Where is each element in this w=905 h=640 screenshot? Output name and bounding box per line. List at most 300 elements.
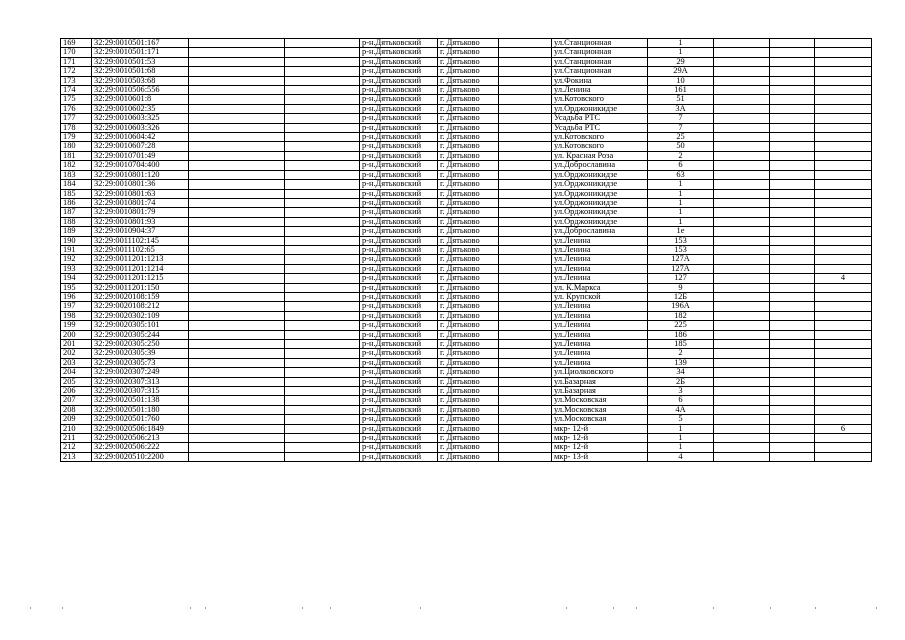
cell-extra (815, 311, 872, 320)
cell-empty (770, 349, 815, 358)
cell-empty (285, 292, 360, 301)
cell-empty (189, 217, 285, 226)
cell-district: р-н.Дятьковский (360, 198, 438, 207)
cell-district: р-н.Дятьковский (360, 133, 438, 142)
cell-empty (714, 245, 770, 254)
cell-extra (815, 76, 872, 85)
cell-empty (714, 443, 770, 452)
cell-street: ул.Ленина (552, 330, 648, 339)
cell-extra: 4 (815, 274, 872, 283)
cell-street: ул.Циолковского (552, 368, 648, 377)
cell-number: 182 (61, 161, 92, 170)
cell-empty (770, 302, 815, 311)
cell-empty (285, 434, 360, 443)
cell-extra (815, 95, 872, 104)
cell-number: 187 (61, 208, 92, 217)
cell-cadastral-number: 32:29:0011102:145 (92, 236, 189, 245)
cell-street: ул.Станционная (552, 39, 648, 48)
cell-number: 209 (61, 415, 92, 424)
cell-number: 198 (61, 311, 92, 320)
cell-city: г. Дятьково (438, 424, 499, 433)
cell-extra (815, 349, 872, 358)
cell-empty (499, 264, 552, 273)
cell-street: ул.Орджоникидзе (552, 208, 648, 217)
cell-empty (285, 104, 360, 113)
cell-number: 171 (61, 57, 92, 66)
cell-empty (770, 57, 815, 66)
cell-empty (770, 86, 815, 95)
cell-empty (714, 227, 770, 236)
cell-empty (714, 255, 770, 264)
cell-empty (189, 340, 285, 349)
cell-city: г. Дятьково (438, 283, 499, 292)
cell-district: р-н.Дятьковский (360, 358, 438, 367)
table-row (61, 142, 872, 151)
cell-street: ул.Базарная (552, 387, 648, 396)
cell-house: 4А (648, 405, 714, 414)
cell-empty (189, 133, 285, 142)
cell-empty (499, 189, 552, 198)
cell-empty (189, 349, 285, 358)
cell-extra (815, 123, 872, 132)
cell-street: ул.Орджоникидзе (552, 198, 648, 207)
cell-empty (285, 387, 360, 396)
cell-empty (770, 274, 815, 283)
cell-number: 177 (61, 114, 92, 123)
cell-district: р-н.Дятьковский (360, 377, 438, 386)
cell-empty (499, 405, 552, 414)
cell-cadastral-number: 32:29:0010603:326 (92, 123, 189, 132)
cell-number: 191 (61, 245, 92, 254)
cell-empty (285, 198, 360, 207)
cell-city: г. Дятьково (438, 208, 499, 217)
cell-number: 207 (61, 396, 92, 405)
cell-house: 225 (648, 321, 714, 330)
cell-city: г. Дятьково (438, 39, 499, 48)
cell-district: р-н.Дятьковский (360, 170, 438, 179)
cell-empty (285, 368, 360, 377)
cell-house: 1 (648, 434, 714, 443)
cell-city: г. Дятьково (438, 123, 499, 132)
cell-empty (189, 123, 285, 132)
cell-street: ул.Ленина (552, 340, 648, 349)
cell-house: 182 (648, 311, 714, 320)
cell-cadastral-number: 32:29:0011102:65 (92, 245, 189, 254)
cell-empty (770, 340, 815, 349)
cell-city: г. Дятьково (438, 76, 499, 85)
cell-street: ул.Ленина (552, 264, 648, 273)
cell-empty (285, 123, 360, 132)
cell-extra (815, 443, 872, 452)
cell-street: ул.Московская (552, 405, 648, 414)
table-row (61, 321, 872, 330)
cell-street: Усадьба РТС (552, 114, 648, 123)
cell-city: г. Дятьково (438, 368, 499, 377)
cell-empty (499, 292, 552, 301)
cell-house: 1 (648, 48, 714, 57)
cell-extra (815, 227, 872, 236)
cell-empty (714, 123, 770, 132)
table-row (61, 67, 872, 76)
cell-street: ул.Московская (552, 396, 648, 405)
cell-street: ул. К.Маркса (552, 283, 648, 292)
cell-street: ул.Орджоникидзе (552, 170, 648, 179)
cell-empty (714, 396, 770, 405)
cell-cadastral-number: 32:29:0020305:39 (92, 349, 189, 358)
cell-city: г. Дятьково (438, 95, 499, 104)
cell-empty (714, 104, 770, 113)
cell-extra (815, 198, 872, 207)
cell-empty (714, 434, 770, 443)
table-row (61, 180, 872, 189)
cell-house: 1 (648, 189, 714, 198)
cell-extra (815, 330, 872, 339)
cell-number: 174 (61, 86, 92, 95)
cell-empty (189, 95, 285, 104)
cell-cadastral-number: 32:29:0020305:101 (92, 321, 189, 330)
cell-house: 127А (648, 255, 714, 264)
cell-empty (770, 67, 815, 76)
cell-cadastral-number: 32:29:0010602:35 (92, 104, 189, 113)
cell-city: г. Дятьково (438, 198, 499, 207)
cell-extra (815, 358, 872, 367)
cell-city: г. Дятьково (438, 67, 499, 76)
cell-empty (499, 349, 552, 358)
cell-empty (770, 39, 815, 48)
cell-empty (499, 302, 552, 311)
cell-empty (189, 57, 285, 66)
cell-empty (285, 274, 360, 283)
cell-cadastral-number: 32:29:0010701:49 (92, 151, 189, 160)
cell-house: 63 (648, 170, 714, 179)
cell-empty (770, 255, 815, 264)
cell-city: г. Дятьково (438, 189, 499, 198)
cell-empty (285, 208, 360, 217)
cell-street: мкр- 12-й (552, 443, 648, 452)
cell-empty (499, 161, 552, 170)
cell-empty (189, 161, 285, 170)
cell-house: 153 (648, 245, 714, 254)
cell-number: 186 (61, 198, 92, 207)
cell-number: 178 (61, 123, 92, 132)
cell-empty (770, 434, 815, 443)
cell-empty (714, 39, 770, 48)
cell-empty (770, 142, 815, 151)
cell-cadastral-number: 32:29:0020506:1849 (92, 424, 189, 433)
cell-empty (714, 349, 770, 358)
cell-empty (770, 330, 815, 339)
cell-cadastral-number: 32:29:0010801:79 (92, 208, 189, 217)
cell-empty (714, 114, 770, 123)
cell-cadastral-number: 32:29:0020302:109 (92, 311, 189, 320)
cell-district: р-н.Дятьковский (360, 142, 438, 151)
cell-street: ул. Крупской (552, 292, 648, 301)
cell-empty (499, 208, 552, 217)
cell-cadastral-number: 32:29:0010501:167 (92, 39, 189, 48)
cell-street: ул.Котовского (552, 142, 648, 151)
cell-house: 10 (648, 76, 714, 85)
cell-number: 212 (61, 443, 92, 452)
table-row (61, 39, 872, 48)
cell-cadastral-number: 32:29:0010501:68 (92, 67, 189, 76)
cell-street: ул.Базарная (552, 377, 648, 386)
cell-city: г. Дятьково (438, 405, 499, 414)
cell-extra (815, 170, 872, 179)
cell-empty (189, 198, 285, 207)
cell-district: р-н.Дятьковский (360, 434, 438, 443)
cell-empty (189, 292, 285, 301)
table-row (61, 340, 872, 349)
table-row (61, 48, 872, 57)
cell-empty (285, 330, 360, 339)
cell-empty (770, 236, 815, 245)
cell-empty (189, 452, 285, 461)
cell-house: 3 (648, 387, 714, 396)
cell-district: р-н.Дятьковский (360, 264, 438, 273)
cell-house: 34 (648, 368, 714, 377)
cell-number: 197 (61, 302, 92, 311)
cell-empty (189, 330, 285, 339)
cell-district: р-н.Дятьковский (360, 57, 438, 66)
cell-empty (714, 217, 770, 226)
cell-number: 190 (61, 236, 92, 245)
cell-city: г. Дятьково (438, 330, 499, 339)
cell-empty (499, 311, 552, 320)
table-row (61, 208, 872, 217)
cell-street: ул.Московская (552, 415, 648, 424)
cell-street: ул.Котовского (552, 133, 648, 142)
cell-empty (189, 104, 285, 113)
cell-empty (714, 415, 770, 424)
cell-empty (189, 114, 285, 123)
cell-number: 194 (61, 274, 92, 283)
cell-street: ул.Ленина (552, 236, 648, 245)
table-row (61, 227, 872, 236)
cell-district: р-н.Дятьковский (360, 283, 438, 292)
cell-city: г. Дятьково (438, 161, 499, 170)
cell-house: 4 (648, 452, 714, 461)
cell-empty (285, 151, 360, 160)
cell-cadastral-number: 32:29:0010503:68 (92, 76, 189, 85)
cell-extra (815, 208, 872, 217)
cell-district: р-н.Дятьковский (360, 405, 438, 414)
cell-empty (770, 208, 815, 217)
cell-street: ул.Станционная (552, 48, 648, 57)
cell-extra (815, 387, 872, 396)
cell-street: Усадьба РТС (552, 123, 648, 132)
cell-extra (815, 452, 872, 461)
cell-house: 9 (648, 283, 714, 292)
cell-house: 127А (648, 264, 714, 273)
table-row (61, 245, 872, 254)
cell-empty (499, 39, 552, 48)
cell-number: 200 (61, 330, 92, 339)
cell-city: г. Дятьково (438, 443, 499, 452)
cell-empty (285, 405, 360, 414)
cell-empty (285, 264, 360, 273)
cell-city: г. Дятьково (438, 142, 499, 151)
cell-empty (770, 245, 815, 254)
cell-district: р-н.Дятьковский (360, 396, 438, 405)
cell-empty (499, 48, 552, 57)
cell-extra (815, 292, 872, 301)
cell-district: р-н.Дятьковский (360, 274, 438, 283)
cell-empty (714, 302, 770, 311)
cell-house: 29А (648, 67, 714, 76)
cell-number: 184 (61, 180, 92, 189)
cell-number: 208 (61, 405, 92, 414)
cell-extra (815, 434, 872, 443)
cell-street: мкр- 12-й (552, 424, 648, 433)
cell-cadastral-number: 32:29:0020510:2200 (92, 452, 189, 461)
cell-empty (189, 283, 285, 292)
cell-cadastral-number: 32:29:0010501:171 (92, 48, 189, 57)
cell-empty (714, 142, 770, 151)
cell-house: 1 (648, 198, 714, 207)
cell-empty (714, 274, 770, 283)
cell-number: 204 (61, 368, 92, 377)
cell-number: 176 (61, 104, 92, 113)
cell-empty (189, 358, 285, 367)
cell-district: р-н.Дятьковский (360, 161, 438, 170)
cell-empty (285, 67, 360, 76)
cell-number: 179 (61, 133, 92, 142)
cell-street: ул.Ленина (552, 358, 648, 367)
cell-number: 202 (61, 349, 92, 358)
cell-street: ул.Станционная (552, 67, 648, 76)
cell-empty (189, 39, 285, 48)
cell-district: р-н.Дятьковский (360, 227, 438, 236)
cell-empty (770, 321, 815, 330)
cell-cadastral-number: 32:29:0010603:325 (92, 114, 189, 123)
cell-empty (189, 368, 285, 377)
cell-empty (189, 142, 285, 151)
cell-empty (499, 217, 552, 226)
table-row (61, 170, 872, 179)
cell-empty (499, 358, 552, 367)
cell-city: г. Дятьково (438, 151, 499, 160)
cell-empty (499, 86, 552, 95)
cell-extra (815, 236, 872, 245)
cell-district: р-н.Дятьковский (360, 443, 438, 452)
cell-extra (815, 321, 872, 330)
cell-number: 196 (61, 292, 92, 301)
cell-district: р-н.Дятьковский (360, 236, 438, 245)
cell-empty (770, 396, 815, 405)
cell-number: 170 (61, 48, 92, 57)
cell-district: р-н.Дятьковский (360, 387, 438, 396)
scan-noise (0, 607, 905, 613)
table-row (61, 114, 872, 123)
cell-number: 175 (61, 95, 92, 104)
table-row (61, 123, 872, 132)
cell-street: ул.Ленина (552, 311, 648, 320)
cell-extra (815, 415, 872, 424)
cell-city: г. Дятьково (438, 264, 499, 273)
cell-street: ул.Котовского (552, 95, 648, 104)
cell-extra (815, 245, 872, 254)
cell-empty (189, 170, 285, 179)
cell-empty (770, 424, 815, 433)
cell-empty (770, 123, 815, 132)
cell-city: г. Дятьково (438, 452, 499, 461)
cell-street: ул.Ленина (552, 321, 648, 330)
cell-district: р-н.Дятьковский (360, 245, 438, 254)
cell-empty (189, 208, 285, 217)
cell-empty (499, 198, 552, 207)
cell-house: 29 (648, 57, 714, 66)
table-row (61, 161, 872, 170)
cell-empty (770, 283, 815, 292)
table-row (61, 330, 872, 339)
table-row (61, 76, 872, 85)
cell-district: р-н.Дятьковский (360, 311, 438, 320)
cell-empty (770, 415, 815, 424)
cell-empty (285, 311, 360, 320)
cell-empty (189, 48, 285, 57)
cell-number: 203 (61, 358, 92, 367)
cell-extra (815, 302, 872, 311)
cell-empty (499, 104, 552, 113)
cell-empty (285, 443, 360, 452)
cell-city: г. Дятьково (438, 86, 499, 95)
cell-city: г. Дятьково (438, 104, 499, 113)
cell-city: г. Дятьково (438, 245, 499, 254)
cell-cadastral-number: 32:29:0020501:760 (92, 415, 189, 424)
cell-house: 5 (648, 415, 714, 424)
cell-empty (770, 264, 815, 273)
table-row (61, 377, 872, 386)
cell-cadastral-number: 32:29:0020108:159 (92, 292, 189, 301)
cell-city: г. Дятьково (438, 377, 499, 386)
cell-empty (714, 57, 770, 66)
cell-empty (285, 424, 360, 433)
cell-extra (815, 368, 872, 377)
cell-empty (499, 123, 552, 132)
cell-city: г. Дятьково (438, 255, 499, 264)
cell-empty (189, 396, 285, 405)
cell-empty (285, 48, 360, 57)
cell-empty (285, 245, 360, 254)
cell-city: г. Дятьково (438, 340, 499, 349)
cell-street: ул.Доброславина (552, 161, 648, 170)
cell-empty (770, 133, 815, 142)
cell-number: 183 (61, 170, 92, 179)
cell-house: 1 (648, 424, 714, 433)
cell-empty (499, 57, 552, 66)
cell-extra (815, 255, 872, 264)
cell-house: 2Б (648, 377, 714, 386)
cell-district: р-н.Дятьковский (360, 123, 438, 132)
cell-empty (714, 189, 770, 198)
cell-empty (499, 95, 552, 104)
cell-empty (189, 236, 285, 245)
cell-empty (499, 452, 552, 461)
cell-district: р-н.Дятьковский (360, 151, 438, 160)
cell-empty (189, 189, 285, 198)
cell-empty (714, 330, 770, 339)
cell-empty (499, 142, 552, 151)
cell-cadastral-number: 32:29:0010604:42 (92, 133, 189, 142)
cell-empty (285, 302, 360, 311)
cell-empty (285, 189, 360, 198)
cell-empty (285, 340, 360, 349)
cell-cadastral-number: 32:29:0020108:212 (92, 302, 189, 311)
cell-number: 213 (61, 452, 92, 461)
cell-empty (189, 387, 285, 396)
cell-empty (285, 217, 360, 226)
cell-cadastral-number: 32:29:0010801:120 (92, 170, 189, 179)
